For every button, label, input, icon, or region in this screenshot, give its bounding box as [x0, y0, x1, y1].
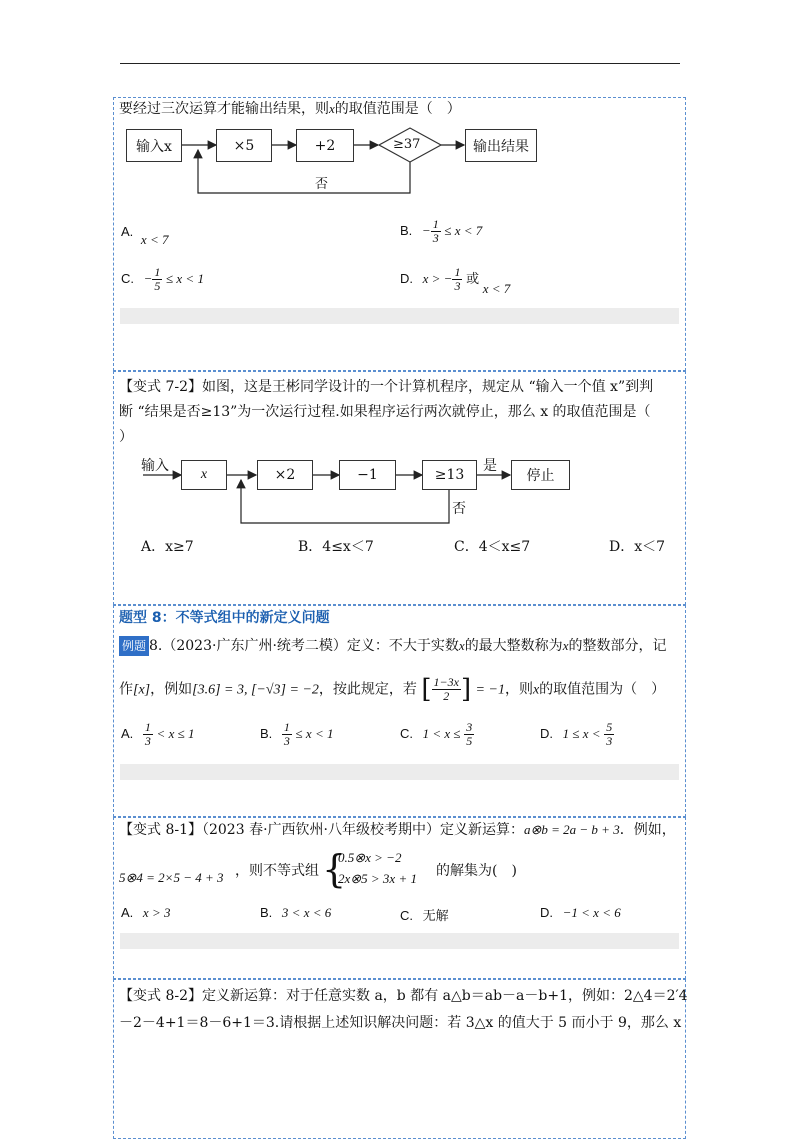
- q8-1-example-expr: 5⊗4 = 2×5 − 4 + 3: [119, 870, 224, 885]
- q8-1-definition: a⊗b = 2a − b + 3: [523, 822, 620, 837]
- ex8-text: ，按此规定，若: [318, 681, 417, 698]
- ex8-line1: [119, 636, 666, 656]
- fraction-denominator: 3: [606, 734, 613, 748]
- q7-2-line2: 断 “结果是否≥13”为一次运行过程.如果程序运行两次就停止，那么 x 的取值范围是（: [119, 404, 651, 420]
- q7-1-stem-tail: 的取值范围是（ ）: [334, 101, 461, 117]
- option-text: 1 ≤ x <: [562, 725, 601, 741]
- q7-1-plus2-box: +2: [296, 129, 354, 162]
- option-text: −1 < x < 6: [562, 905, 621, 920]
- option-text: ≤ x < 7: [444, 222, 483, 238]
- q7-2-input-label: 输入: [141, 458, 169, 474]
- fraction-denominator: 3: [454, 279, 461, 293]
- q7-2-minus1-box: −1: [339, 460, 396, 490]
- q8-1-text: ．例如，: [619, 822, 676, 838]
- example-badge: 例题: [119, 636, 149, 656]
- option-label: B.: [260, 725, 273, 741]
- ex8-option-a[interactable]: [121, 721, 194, 748]
- fraction-denominator: 5: [154, 279, 161, 293]
- system-brace: {: [322, 847, 347, 891]
- option-label: B.: [260, 905, 273, 920]
- option-text: 无解: [422, 908, 449, 923]
- ex8-var: x: [532, 682, 540, 698]
- option-text: < x ≤ 1: [156, 725, 195, 741]
- q8-1-option-b[interactable]: [260, 905, 331, 921]
- ex8-floor-examples: [3.6] = 3, [−√3] = −2: [192, 682, 319, 698]
- option-text: 1 < x ≤: [422, 725, 461, 741]
- question-8-1-box: [113, 817, 686, 979]
- q7-2-line1: 【变式 7-2】如图，这是王彬同学设计的一个计算机程序，规定从 “输入一个值 x”到判: [119, 379, 654, 395]
- option-fraction: [464, 721, 474, 748]
- option-or: 或: [466, 270, 480, 286]
- option-fraction: [604, 721, 614, 748]
- fraction-numerator: 1: [144, 720, 151, 734]
- option-text: x > 3: [142, 905, 171, 920]
- q7-2-yes-label: 是: [483, 458, 497, 474]
- q7-2-stop-box: 停止: [511, 460, 570, 490]
- fraction-denominator: 2: [443, 689, 450, 703]
- ex8-text: 的最大整数称为: [464, 638, 563, 654]
- fraction-numerator: 3: [466, 720, 473, 734]
- ex8-answer-bar: [120, 764, 679, 780]
- option-label: C.: [121, 270, 134, 286]
- q8-1-mid: ，则不等式组: [235, 863, 319, 879]
- option-label: B.: [400, 222, 413, 238]
- option-label: A.: [121, 905, 134, 920]
- left-bracket: [: [421, 674, 432, 705]
- option-text: x < 7: [140, 232, 169, 247]
- q8-1-line1: [119, 820, 676, 840]
- q7-1-input-box: 输入x: [126, 129, 182, 162]
- right-bracket: ]: [460, 674, 472, 705]
- q7-2-no-label: 否: [452, 501, 466, 517]
- q7-2-times2-box: ×2: [257, 460, 313, 490]
- ex8-bracket-rhs: = −1: [475, 682, 505, 698]
- fraction-numerator: 1: [283, 720, 290, 734]
- q8-1-option-c[interactable]: [400, 905, 449, 924]
- option-label: C.: [400, 908, 413, 923]
- option-label: D.: [540, 725, 553, 741]
- q8-1-answer-bar: [120, 933, 679, 949]
- ex8-option-c[interactable]: [400, 721, 474, 748]
- ex8-text: 的整数部分，记: [568, 638, 667, 654]
- fraction-denominator: 5: [466, 734, 473, 748]
- option-text: 3 < x < 6: [281, 905, 332, 920]
- ex8-floor-notation: [x]: [133, 682, 151, 698]
- q7-2-option-a[interactable]: A．x≥7: [141, 539, 194, 555]
- ex8-line2: [119, 676, 665, 703]
- option-text: ≤ x < 1: [295, 725, 334, 741]
- option-label: C.: [400, 725, 413, 741]
- q8-1-text: 【变式 8-1】（2023 春·广西钦州·八年级校考期中）定义新运算：: [119, 822, 524, 838]
- option-text: ≤ x < 1: [166, 270, 204, 286]
- ex8-text: 的取值范围为（ ）: [539, 681, 666, 698]
- option-sign: −: [143, 270, 153, 286]
- q7-2-x-box: x: [181, 460, 227, 490]
- q7-2-option-c[interactable]: C．4＜x≤7: [454, 539, 531, 555]
- q8-1-system-line2: 2x⊗5 > 3x + 1: [338, 871, 417, 886]
- ex8-option-d[interactable]: [540, 721, 614, 748]
- ex8-text: ，则: [504, 681, 533, 698]
- option-sign: −: [421, 222, 431, 238]
- q7-1-output-box: 输出结果: [465, 129, 537, 162]
- option-fraction: [282, 721, 292, 748]
- q7-2-line3: ）: [119, 429, 133, 445]
- q8-1-option-d[interactable]: [540, 905, 621, 921]
- ex8-text: 作: [119, 681, 133, 698]
- option-label: A.: [121, 224, 134, 239]
- q8-1-example: [119, 868, 223, 888]
- q7-1-no-label: 否: [315, 177, 329, 192]
- fraction-numerator: 1: [154, 265, 161, 279]
- option-label: D.: [400, 270, 413, 286]
- ex8-var: x: [562, 638, 569, 653]
- ex8-var: x: [458, 638, 465, 653]
- q7-1-stem-var: x: [329, 101, 335, 116]
- q7-2-option-d[interactable]: D．x＜7: [609, 539, 666, 555]
- fraction-numerator: 1−3x: [433, 675, 459, 689]
- ex8-text: ，例如: [150, 681, 193, 698]
- option-sign: x > −: [422, 270, 453, 286]
- fraction-denominator: 3: [432, 231, 439, 245]
- option-text: x < 7: [482, 280, 511, 296]
- fraction-denominator: 3: [283, 734, 290, 748]
- q8-1-system-line1: 0.5⊗x > −2: [338, 850, 402, 865]
- q7-2-option-b[interactable]: B．4≤x＜7: [298, 539, 374, 555]
- q8-2-line1: 【变式 8-2】定义新运算：对于任意实数 a，b 都有 a△b＝ab－a－b+1，例如：2△4＝2′4: [119, 988, 688, 1004]
- fraction-numerator: 1: [454, 265, 461, 279]
- fraction-numerator: 5: [606, 720, 613, 734]
- option-label: D.: [540, 905, 553, 920]
- q8-2-line2: －2－4+1＝8－6+1＝3.请根据上述知识解决问题：若 3△x 的值大于 5 而小于 9，那么 x: [119, 1015, 682, 1031]
- q7-1-stem-text: 要经过三次运算才能输出结果，则: [119, 101, 329, 117]
- option-fraction: [143, 721, 153, 748]
- ex8-bracket-fraction: [432, 676, 461, 703]
- option-label: A.: [121, 725, 134, 741]
- q7-1-condition: ≥37: [393, 137, 421, 152]
- fraction-denominator: 3: [144, 734, 151, 748]
- q8-1-option-a[interactable]: [121, 905, 170, 921]
- type-8-heading: 题型 8：不等式组中的新定义问题: [119, 610, 330, 626]
- ex8-option-b[interactable]: [260, 721, 333, 748]
- ex8-text: 8.（2023·广东广州·统考二模）定义：不大于实数: [149, 638, 459, 654]
- fraction-numerator: 1: [432, 217, 439, 231]
- q8-1-tail: 的解集为( ): [436, 863, 517, 879]
- q7-2-condition-box: ≥13: [422, 460, 477, 490]
- q7-1-times5-box: ×5: [216, 129, 272, 162]
